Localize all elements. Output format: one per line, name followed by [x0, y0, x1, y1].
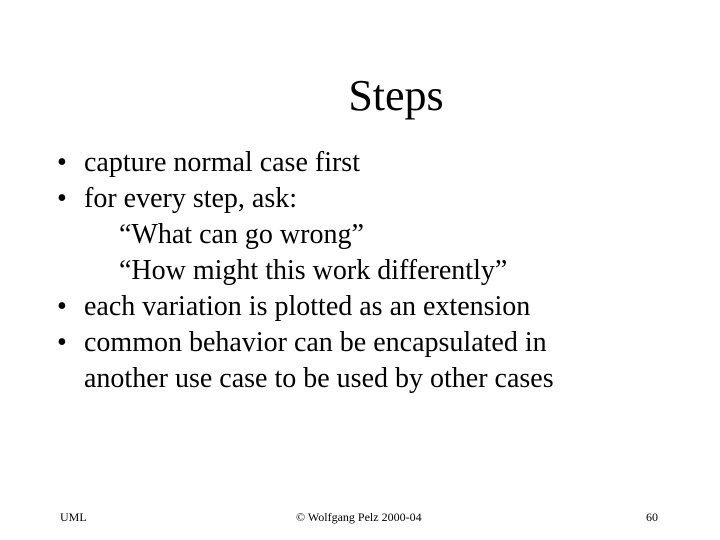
bullet-line: [57, 145, 677, 181]
bullet-text: each variation is plotted as an extension: [84, 291, 531, 322]
continuation-line: [57, 361, 677, 397]
bullet-text: common behavior can be encapsulated in: [84, 327, 547, 358]
footer-left: UML: [60, 510, 87, 524]
bullet-line: [57, 289, 677, 325]
sub-line: [57, 217, 677, 253]
bullet-marker: •: [57, 327, 67, 358]
page-number: 60: [646, 510, 658, 524]
bullet-line: [57, 325, 677, 361]
slide-title: [0, 70, 720, 122]
bullet-marker: •: [57, 147, 67, 178]
bullet-text: capture normal case first: [84, 147, 360, 178]
sub-text: “How might this work differently”: [119, 255, 508, 286]
bullet-line: [57, 181, 677, 217]
bullet-list: [57, 145, 677, 397]
sub-text: “What can go wrong”: [119, 219, 364, 250]
footer-copyright: © Wolfgang Pelz 2000-04: [296, 510, 422, 524]
sub-line: [57, 253, 677, 289]
slide-title-text: Steps: [348, 71, 444, 120]
bullet-marker: •: [57, 183, 67, 214]
bullet-text: another use case to be used by other cases: [84, 363, 554, 394]
bullet-text: for every step, ask:: [84, 183, 298, 214]
bullet-marker: •: [57, 291, 67, 322]
